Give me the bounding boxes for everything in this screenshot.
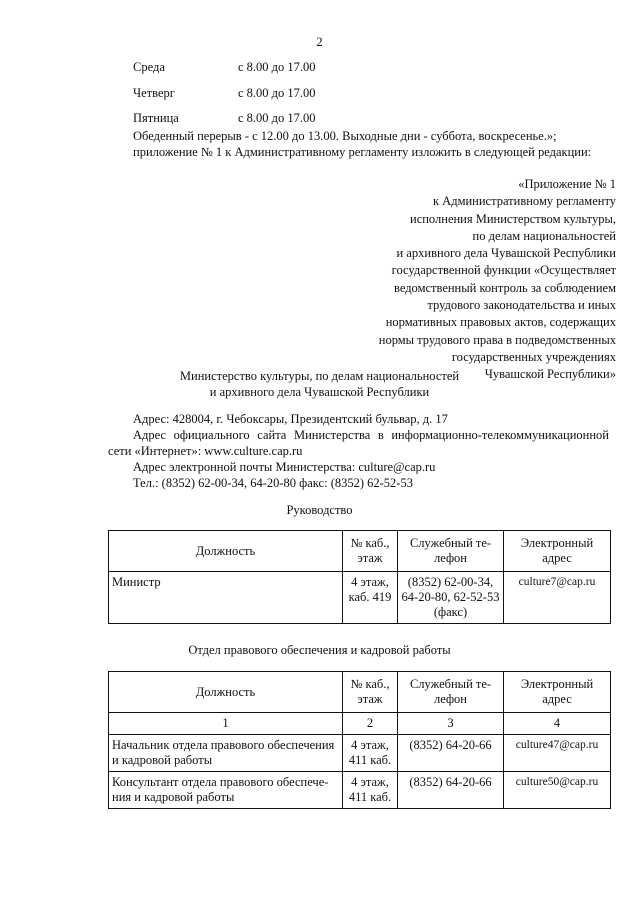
column-header: Должность (109, 531, 343, 572)
section-title-legal-dept: Отдел правового обеспечения и кадровой работы (188, 643, 451, 657)
column-number-row (109, 713, 611, 735)
page-number: 2 (316, 35, 323, 49)
website-text: Адрес официального сайта Министерства в информационно-телекоммуникационной (133, 428, 609, 442)
lunch-break-text: Обеденный перерыв - с 12.00 до 13.00. Выходные дни - суббота, воскресенье.»; (133, 129, 557, 143)
ministry-name: Министерство культуры, по делам национальностей (179, 369, 460, 383)
phone-cell: (8352) 64-20-66 (398, 772, 504, 809)
table-header-row (109, 672, 611, 713)
phone-text: Тел.: (8352) 62-00-34, 64-20-80 факс: (8352) 62-52-53 (133, 476, 413, 490)
appendix-line: нормативных правовых актов, содержащих (385, 315, 616, 330)
appendix-line: исполнения Министерством культуры, (410, 211, 616, 226)
column-number: 1 (109, 713, 343, 735)
appendix-line: и архивного дела Чувашской Республики (396, 246, 616, 261)
appendix-line: нормы трудового права в подведомственных (378, 332, 616, 347)
address-text: Адрес: 428004, г. Чебоксары, Президентский бульвар, д. 17 (133, 412, 448, 426)
appendix-line: по делам национальностей (472, 228, 616, 243)
leadership-table (108, 530, 611, 624)
room-cell: 4 этаж, каб. 419 (343, 572, 398, 624)
website-text: сети «Интернет»: www.culture.cap.ru (108, 444, 303, 458)
appendix-line: ведомственный контроль за соблюдением (393, 280, 616, 295)
table-header-row (109, 531, 611, 572)
appendix-line: к Административному регламенту (432, 194, 616, 209)
column-header: Электронный адрес (504, 531, 611, 572)
email-cell: culture47@cap.ru (504, 735, 611, 772)
appendix-intro-text: приложение № 1 к Административному регламенту изложить в следующей редакции: (133, 145, 592, 159)
column-header: Служебный те- лефон (398, 531, 504, 572)
position-cell: Начальник отдела правового обеспечения и кадровой работы (109, 735, 343, 772)
phone-cell: (8352) 62-00-34, 64-20-80, 62-52-53 (факс) (398, 572, 504, 624)
appendix-line: трудового законодательства и иных (427, 298, 616, 313)
room-cell: 4 этаж, 411 каб. (343, 772, 398, 809)
schedule-day: Четверг (133, 86, 175, 100)
appendix-line: государственных учреждениях (451, 349, 616, 364)
phone-cell: (8352) 64-20-66 (398, 735, 504, 772)
ministry-name: и архивного дела Чувашской Республики (209, 385, 430, 399)
appendix-line: «Приложение № 1 (518, 177, 616, 191)
schedule-day: Среда (133, 60, 165, 74)
column-header: № каб., этаж (343, 672, 398, 713)
table-row (109, 772, 611, 809)
table-row (109, 735, 611, 772)
column-number: 2 (343, 713, 398, 735)
position-cell: Консультант отдела правового обеспече- ния и кадровой работы (109, 772, 343, 809)
column-header: Электронный адрес (504, 672, 611, 713)
appendix-line: государственной функции «Осуществляет (391, 263, 616, 278)
column-header: Должность (109, 672, 343, 713)
email-cell: culture50@cap.ru (504, 772, 611, 809)
email-cell: culture7@cap.ru (504, 572, 611, 624)
schedule-time: с 8.00 до 17.00 (238, 111, 316, 125)
position-cell: Министр (109, 572, 343, 624)
column-number: 3 (398, 713, 504, 735)
schedule-time: с 8.00 до 17.00 (238, 86, 316, 100)
appendix-header (379, 176, 616, 384)
section-title-leadership: Руководство (286, 503, 353, 517)
appendix-line: Чувашской Республики» (484, 367, 616, 382)
schedule-day: Пятница (133, 111, 179, 125)
column-number: 4 (504, 713, 611, 735)
schedule-time: с 8.00 до 17.00 (238, 60, 316, 74)
email-text: Адрес электронной почты Министерства: culture@cap.ru (133, 460, 436, 474)
room-cell: 4 этаж, 411 каб. (343, 735, 398, 772)
column-header: Служебный те- лефон (398, 672, 504, 713)
table-row (109, 572, 611, 624)
column-header: № каб., этаж (343, 531, 398, 572)
legal-dept-table (108, 671, 611, 809)
